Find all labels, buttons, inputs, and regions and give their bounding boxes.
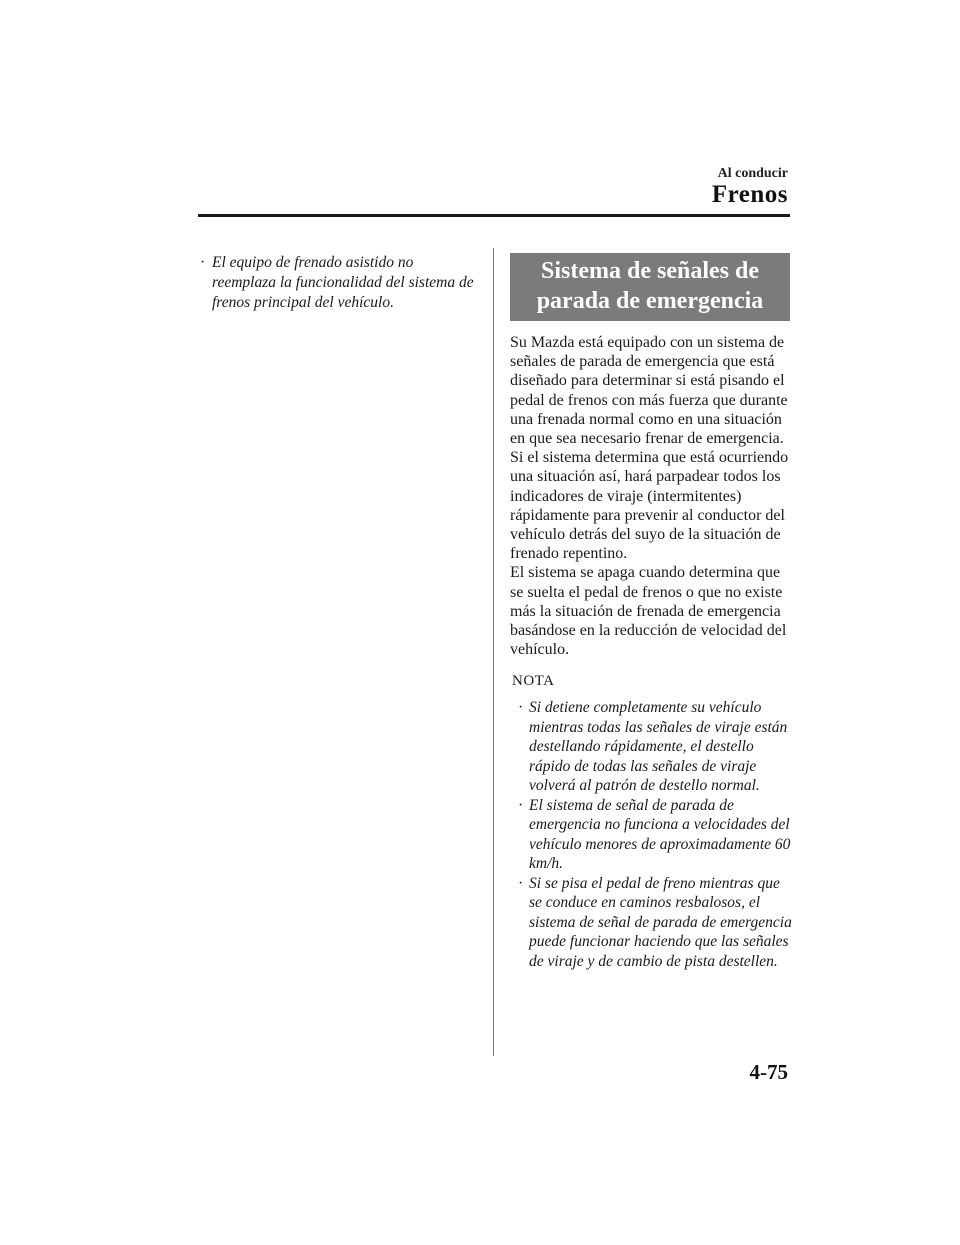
note-item [518,796,792,874]
note-list [518,698,792,971]
section-heading-line1: Sistema de señales de [541,258,759,284]
left-column [200,253,480,313]
page-number: 4-75 [749,1060,788,1084]
bullet-dot-icon: · [518,874,524,892]
body-paragraph-2: El sistema se apaga cuando determina que se suelta el pedal de frenos o que no existe más la situación de frenada de emergencia basándose en la reducción de velocidad del vehículo. [510,564,787,659]
section-heading-line2: parada de emergencia [536,288,764,314]
note-text: Si se pisa el pedal de freno mientras que se conduce en caminos resbalosos, el sistema de señal de parada de emergencia puede funcionar haciendo que las señales de viraje y de cambio de pista destellen. [529,874,792,970]
section-title: Frenos [711,181,788,208]
chapter-label: Al conducir [717,166,788,181]
right-column [510,253,792,971]
note-text: Si detiene completamente su vehículo mientras todas las señales de viraje están destellando rápidamente, el destello rápido de todas las señales de viraje volverá al patrón de destello normal. [529,699,788,795]
body-paragraph-1: Su Mazda está equipado con un sistema de señales de parada de emergencia que está diseñado para determinar si está pisando el pedal de frenos con más fuerza que durante una frenada normal como en una situación en que sea necesario frenar de emergencia. Si el sistema determina que está ocurriendo una situación así, hará parpadear todos los indicadores de viraje (intermitentes) rápidamente para prevenir al conductor del vehículo detrás del suyo de la situación de frenado repentino. [510,334,789,563]
note-label: NOTA [512,673,555,690]
bullet-text: El equipo de frenado asistido no reemplaza la funcionalidad del sistema de frenos principal del vehículo. [212,254,474,311]
section-heading-box [510,253,790,321]
column-divider [493,248,494,1056]
bullet-dot-icon: · [518,796,524,814]
note-item [518,698,792,796]
header-rule [198,214,790,217]
bullet-dot-icon: · [518,699,524,717]
bullet-dot-icon: · [200,254,206,271]
bullet-item [200,253,480,313]
note-item [518,874,792,972]
note-text: El sistema de señal de parada de emergencia no funciona a velocidades del vehículo menores de aproximadamente 60 km/h. [529,796,791,873]
